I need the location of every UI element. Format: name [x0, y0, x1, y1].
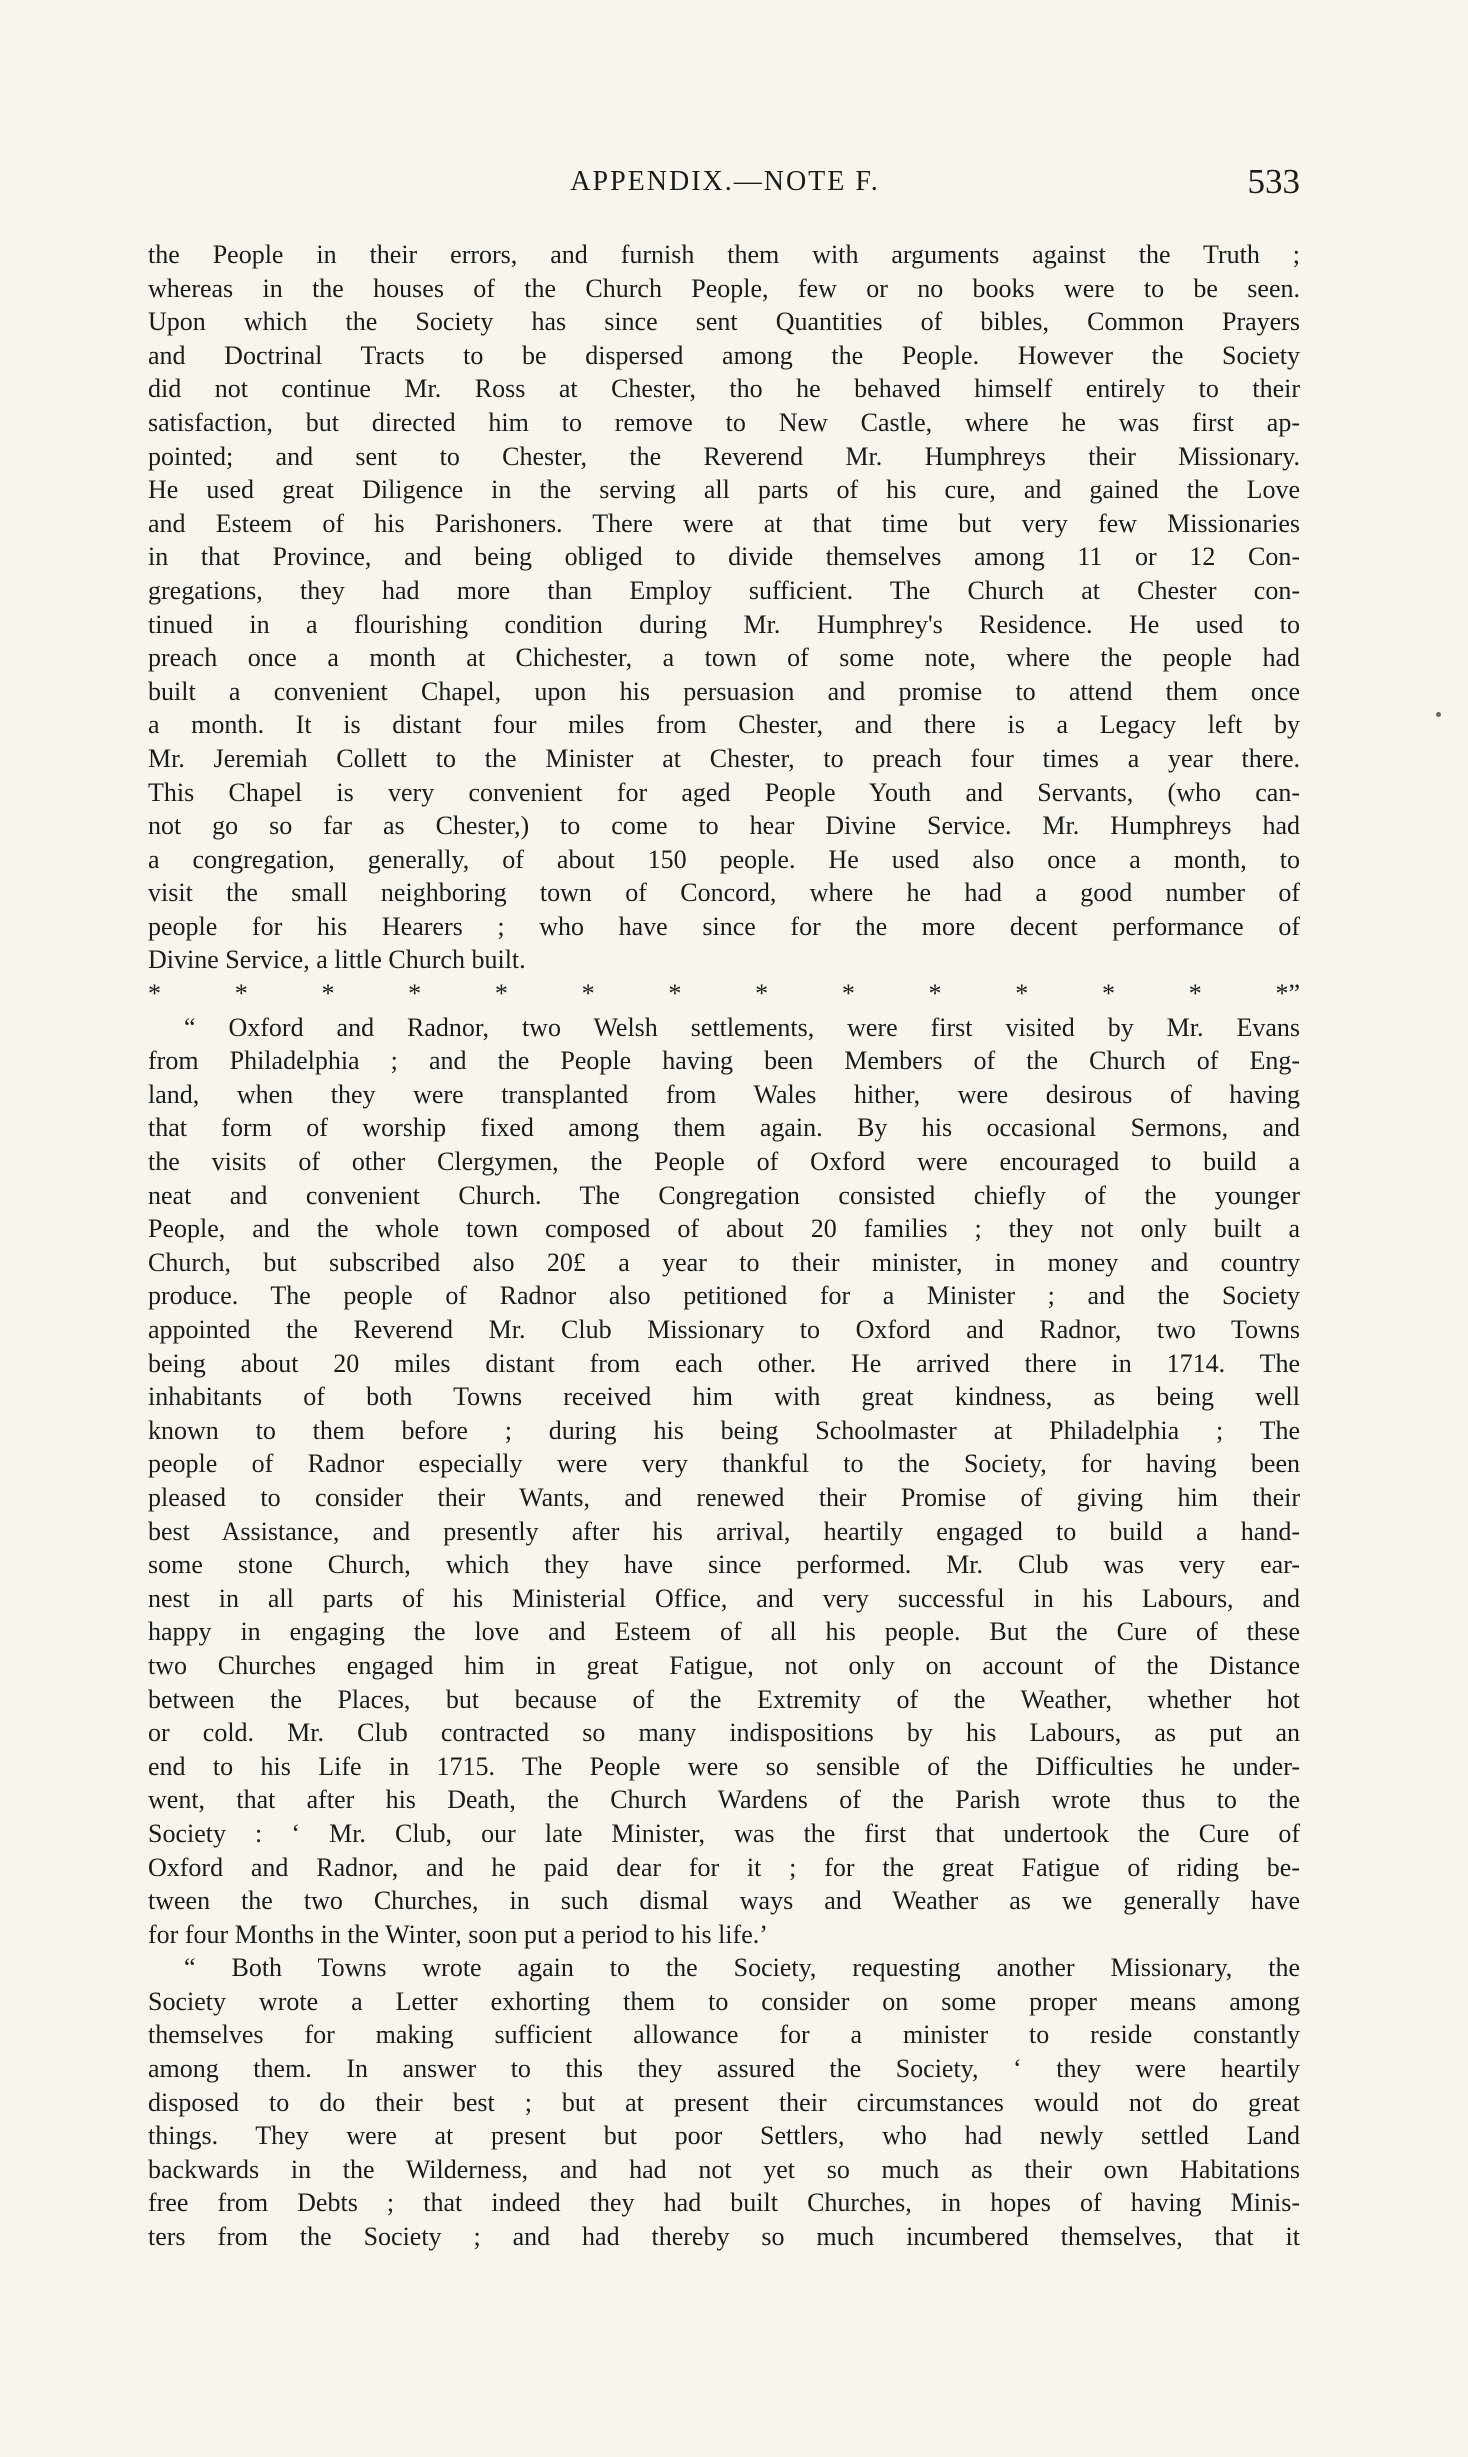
text-line: and Doctrinal Tracts to be dispersed among the People. However the Society [148, 340, 1300, 370]
text-line: a congregation, generally, of about 150 people. He used also once a month, to [148, 844, 1300, 874]
text-line: neat and convenient Church. The Congregation consisted chiefly of the younger [148, 1180, 1300, 1210]
text-line: things. They were at present but poor Settlers, who had newly settled Land [148, 2121, 1300, 2151]
text-line: whereas in the houses of the Church People, few or no books were to be seen. [148, 273, 1300, 303]
text-line: gregations, they had more than Employ sufficient. The Church at Chester con- [148, 575, 1300, 605]
text-line: visit the small neighboring town of Concord, where he had a good number of [148, 878, 1300, 908]
text-line: appointed the Reverend Mr. Club Missionary to Oxford and Radnor, two Towns [148, 1315, 1300, 1344]
text-line: for four Months in the Winter, soon put a period to his life.’ [148, 1919, 768, 1949]
text-line: being about 20 miles distant from each other. He arrived there in 1714. The [148, 1348, 1300, 1378]
text-line: nest in all parts of his Ministerial Office, and very successful in his Labours, and [148, 1583, 1300, 1613]
running-title: APPENDIX.—NOTE F. [570, 166, 880, 197]
text-line: tween the two Churches, in such dismal ways and Weather as we generally have [148, 1886, 1300, 1916]
text-line: ters from the Society ; and had thereby so much incumbered themselves, that it [148, 2222, 1300, 2252]
text-line: satisfaction, but directed him to remove to New Castle, where he was first ap- [148, 407, 1300, 437]
text-line: the visits of other Clergymen, the People of Oxford were encouraged to build a [148, 1147, 1300, 1177]
text-line: among them. In answer to this they assured the Society, ‘ they were heartily [148, 2054, 1300, 2084]
text-line: from Philadelphia ; and the People having been Members of the Church of Eng- [148, 1046, 1300, 1076]
margin-speck [1436, 712, 1441, 717]
text-line: Church, but subscribed also 20£ a year to their minister, in money and country [148, 1247, 1300, 1277]
text-line: preach once a month at Chichester, a town of some note, where the people had [148, 643, 1300, 673]
text-line: land, when they were transplanted from Wales hither, were desirous of having [148, 1079, 1300, 1109]
asterisk-separator: * * * * * * * * * * * * * *” [148, 979, 1300, 1009]
text-line: free from Debts ; that indeed they had built Churches, in hopes of having Minis- [148, 2188, 1300, 2218]
text-line: did not continue Mr. Ross at Chester, tho he behaved himself entirely to their [148, 374, 1300, 404]
text-line: a month. It is distant four miles from Chester, and there is a Legacy left by [148, 710, 1300, 740]
text-line: people for his Hearers ; who have since for the more decent performance of [148, 911, 1300, 941]
text-line: people of Radnor especially were very thankful to the Society, for having been [148, 1449, 1300, 1479]
text-line: and Esteem of his Parishoners. There were at that time but very few Missionaries [148, 508, 1300, 538]
text-line: Society wrote a Letter exhorting them to consider on some proper means among [148, 1986, 1300, 2016]
text-line: pleased to consider their Wants, and renewed their Promise of giving him their [148, 1482, 1300, 1512]
text-line: best Assistance, and presently after his arrival, heartily engaged to build a hand- [148, 1516, 1300, 1546]
text-line: Oxford and Radnor, and he paid dear for it ; for the great Fatigue of riding be- [148, 1852, 1300, 1882]
text-line: People, and the whole town composed of about 20 families ; they not only built a [148, 1214, 1300, 1244]
text-line: Society : ‘ Mr. Club, our late Minister, was the first that undertook the Cure of [148, 1818, 1300, 1848]
text-line: Mr. Jeremiah Collett to the Minister at Chester, to preach four times a year there. [148, 743, 1300, 773]
text-line: happy in engaging the love and Esteem of all his people. But the Cure of these [148, 1617, 1300, 1647]
text-line: tinued in a flourishing condition during Mr. Humphrey's Residence. He used to [148, 609, 1300, 639]
text-line: produce. The people of Radnor also petitioned for a Minister ; and the Society [148, 1281, 1300, 1311]
text-line: in that Province, and being obliged to divide themselves among 11 or 12 Con- [148, 542, 1300, 572]
text-line: He used great Diligence in the serving all parts of his cure, and gained the Love [148, 475, 1300, 505]
text-line: or cold. Mr. Club contracted so many indispositions by his Labours, as put an [148, 1718, 1300, 1748]
text-line: Upon which the Society has since sent Quantities of bibles, Common Prayers [148, 307, 1300, 337]
body-text [148, 238, 1300, 2254]
text-line: that form of worship fixed among them again. By his occasional Sermons, and [148, 1113, 1300, 1143]
text-line: pointed; and sent to Chester, the Reverend Mr. Humphreys their Missionary. [148, 441, 1300, 471]
text-line: the People in their errors, and furnish them with arguments against the Truth ; [148, 240, 1300, 269]
text-line: inhabitants of both Towns received him with great kindness, as being well [148, 1382, 1300, 1412]
text-line: Divine Service, a little Church built. [148, 945, 526, 975]
text-line: went, that after his Death, the Church Wardens of the Parish wrote thus to the [148, 1785, 1300, 1815]
text-line: known to them before ; during his being Schoolmaster at Philadelphia ; The [148, 1415, 1300, 1445]
text-line: not go so far as Chester,) to come to hear Divine Service. Mr. Humphreys had [148, 811, 1300, 841]
text-line: built a convenient Chapel, upon his persuasion and promise to attend them once [148, 676, 1300, 706]
text-line: themselves for making sufficient allowance for a minister to reside constantly [148, 2020, 1300, 2050]
text-line: between the Places, but because of the Extremity of the Weather, whether hot [148, 1684, 1300, 1714]
text-line: end to his Life in 1715. The People were so sensible of the Difficulties he under- [148, 1751, 1300, 1781]
text-line: some stone Church, which they have since performed. Mr. Club was very ear- [148, 1550, 1300, 1580]
text-line: “ Both Towns wrote again to the Society, requesting another Missionary, the [184, 1953, 1300, 1983]
text-line: This Chapel is very convenient for aged People Youth and Servants, (who can- [148, 777, 1300, 807]
text-line: backwards in the Wilderness, and had not yet so much as their own Habitations [148, 2154, 1300, 2184]
text-line: disposed to do their best ; but at present their circumstances would not do great [148, 2087, 1300, 2117]
text-line: “ Oxford and Radnor, two Welsh settlements, were first visited by Mr. Evans [184, 1012, 1300, 1042]
running-head [150, 160, 1300, 204]
page-number: 533 [1247, 162, 1300, 201]
text-line: two Churches engaged him in great Fatigue, not only on account of the Distance [148, 1650, 1300, 1680]
